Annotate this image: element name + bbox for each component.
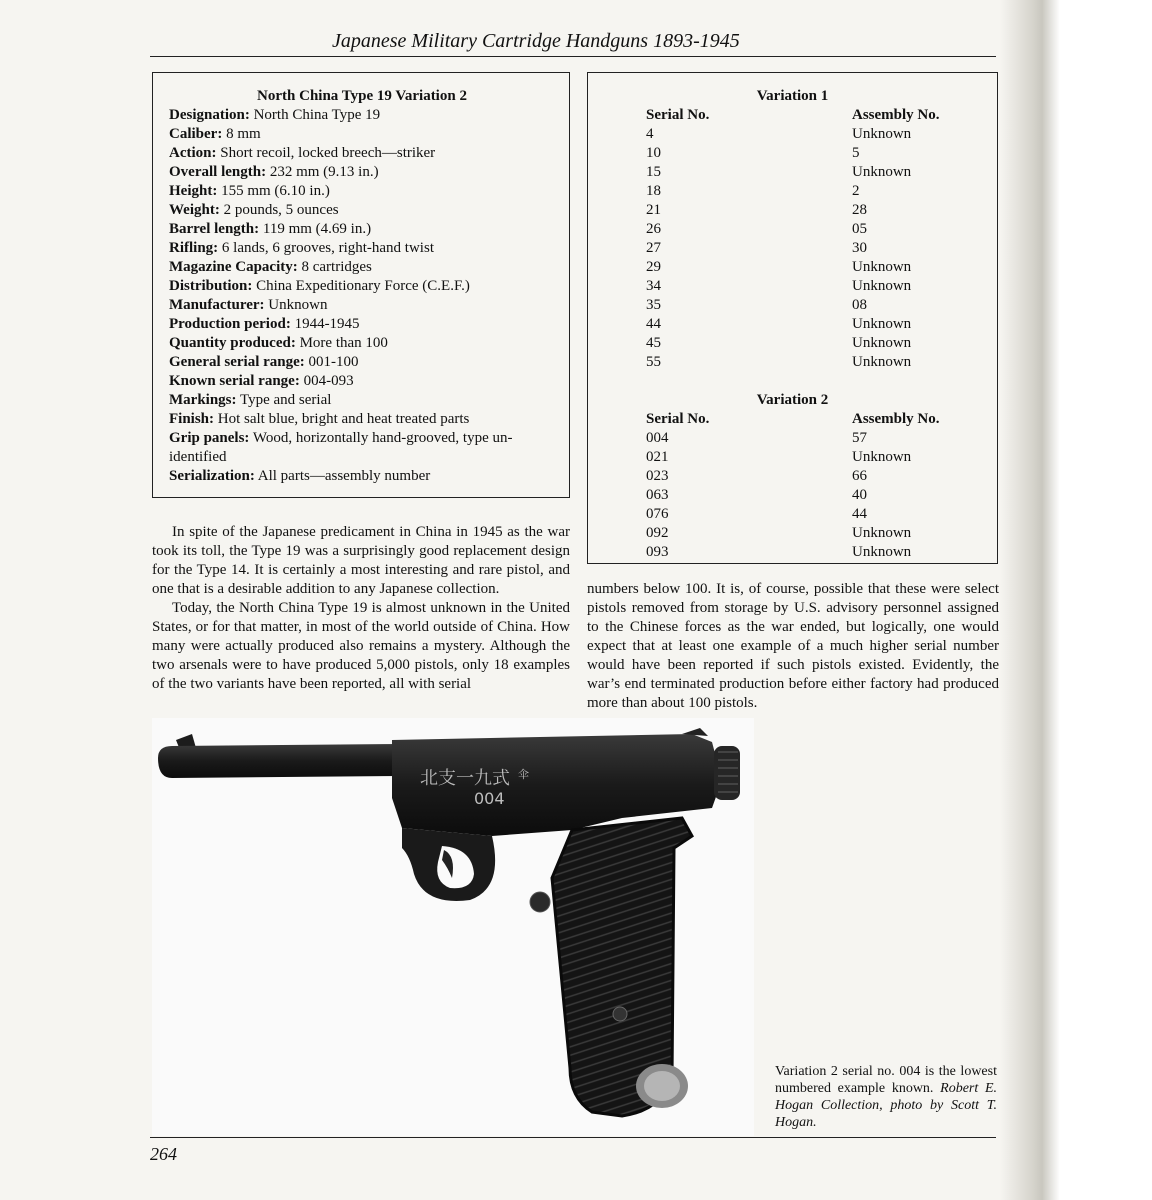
serial-cell: 26 — [646, 221, 661, 237]
assembly-cell: 40 — [852, 487, 867, 503]
spec-row — [169, 201, 555, 220]
assembly-cell: 28 — [852, 202, 867, 218]
arsenal-mark-text: 伞 — [518, 768, 529, 781]
table-row — [602, 448, 983, 467]
table-row — [602, 429, 983, 448]
spec-label: Weight: — [169, 202, 220, 218]
variation-2-rows — [602, 429, 983, 562]
serial-cell: 35 — [646, 297, 661, 313]
spec-row — [169, 106, 555, 125]
spec-row — [169, 258, 555, 277]
serial-cell: 34 — [646, 278, 661, 294]
variation-2-header — [602, 410, 983, 429]
table-row — [602, 277, 983, 296]
assembly-cell: 57 — [852, 430, 867, 446]
spec-row — [169, 163, 555, 182]
paragraph-3: numbers below 100. It is, of course, possible that these were select pistols removed from storage by U.S. advisory personnel assigned to the Chinese forces as the war ended, but logically, one would expect that at least one example of a much higher serial number would have been reported if such pistols existed. Evidently, the war’s end terminated production before either factory had produced more than about 100 pistols. — [587, 581, 999, 711]
spec-row — [169, 239, 555, 258]
spec-row — [169, 410, 555, 429]
footer-rule — [150, 1137, 996, 1138]
type-marking-text: 北支一九式 — [420, 768, 510, 789]
serial-cell: 4 — [646, 126, 654, 142]
spec-value: 232 mm (9.13 in.) — [266, 164, 379, 180]
assembly-cell: Unknown — [852, 164, 912, 180]
spec-row — [169, 429, 555, 467]
serial-header: Serial No. — [646, 411, 710, 427]
caption-text: Variation 2 serial no. 004 is the lowest numbered example known. — [775, 1064, 997, 1096]
assembly-cell: 5 — [852, 145, 860, 161]
spec-rows — [169, 106, 555, 486]
table-row — [602, 220, 983, 239]
spec-label: Height: — [169, 183, 218, 199]
spec-label: Finish: — [169, 411, 215, 427]
table-row — [602, 182, 983, 201]
caption-credit: Robert E. Hogan Collection, photo by Scott T. Hogan. — [775, 1081, 998, 1130]
page-gutter-shadow — [1000, 0, 1060, 1200]
serial-cell: 18 — [646, 183, 661, 199]
table-row — [602, 201, 983, 220]
spec-label: Action: — [169, 145, 217, 161]
serial-marking-text: 004 — [474, 789, 505, 808]
assembly-cell: Unknown — [852, 525, 912, 541]
spec-value: Type and serial — [236, 392, 332, 408]
assembly-cell: 08 — [852, 297, 867, 313]
spec-value: 004-093 — [299, 373, 354, 389]
assembly-header: Assembly No. — [852, 411, 940, 427]
assembly-cell: Unknown — [852, 278, 912, 294]
spec-label: Barrel length: — [169, 221, 260, 237]
table-row — [602, 486, 983, 505]
spec-value: All parts—assembly number — [254, 468, 431, 484]
table-row — [602, 543, 983, 562]
spec-row — [169, 372, 555, 391]
assembly-header: Assembly No. — [852, 107, 940, 123]
page-number: 264 — [150, 1144, 177, 1164]
spec-row — [169, 353, 555, 372]
assembly-cell: Unknown — [852, 449, 912, 465]
variation-1-header — [602, 106, 983, 125]
table-row — [602, 315, 983, 334]
body-column-left — [152, 523, 570, 694]
spec-row — [169, 315, 555, 334]
photo-caption — [775, 1063, 997, 1131]
table-row — [602, 353, 983, 372]
serial-header: Serial No. — [646, 107, 710, 123]
spec-row — [169, 334, 555, 353]
spec-label: Manufacturer: — [169, 297, 265, 313]
spec-value: 2 pounds, 5 ounces — [219, 202, 339, 218]
spec-label: Serialization: — [169, 468, 255, 484]
table-row — [602, 524, 983, 543]
serial-cell: 44 — [646, 316, 661, 332]
spec-value: Hot salt blue, bright and heat treated parts — [214, 411, 470, 427]
spec-value: 8 cartridges — [297, 259, 372, 275]
serial-cell: 021 — [646, 449, 669, 465]
variation-1-rows — [602, 125, 983, 372]
spec-value: 119 mm (4.69 in.) — [259, 221, 372, 237]
variation-1-title: Variation 1 — [756, 88, 829, 104]
spec-value: 001-100 — [304, 354, 359, 370]
running-head: Japanese Military Cartridge Handguns 1893-1945 — [332, 30, 740, 52]
spec-value: Wood, horizontally hand-grooved, type un-identified — [169, 430, 513, 465]
serial-cell: 10 — [646, 145, 661, 161]
paragraph-1: In spite of the Japanese predicament in China in 1945 as the war took its toll, the Type 19 was a surprisingly good replacement design for the Type 14. It is certainly a most interesting and rare pistol, and one that is a desirable addition to any Japanese collection. — [152, 524, 570, 597]
serial-cell: 076 — [646, 506, 669, 522]
spec-box — [152, 72, 570, 498]
assembly-cell: Unknown — [852, 544, 912, 560]
serial-cell: 15 — [646, 164, 661, 180]
serial-cell: 093 — [646, 544, 669, 560]
assembly-cell: 66 — [852, 468, 867, 484]
spec-label: Rifling: — [169, 240, 219, 256]
assembly-cell: 44 — [852, 506, 867, 522]
spec-label: Magazine Capacity: — [169, 259, 298, 275]
serial-cell: 092 — [646, 525, 669, 541]
spec-row — [169, 220, 555, 239]
spec-label: General serial range: — [169, 354, 305, 370]
assembly-cell: 05 — [852, 221, 867, 237]
table-row — [602, 163, 983, 182]
spec-label: Markings: — [169, 392, 237, 408]
assembly-cell: Unknown — [852, 126, 912, 142]
spec-value: 8 mm — [222, 126, 261, 142]
spec-value: More than 100 — [295, 335, 388, 351]
serial-cell: 063 — [646, 487, 669, 503]
spec-row — [169, 391, 555, 410]
table-row — [602, 125, 983, 144]
serial-cell: 55 — [646, 354, 661, 370]
table-row — [602, 239, 983, 258]
assembly-cell: Unknown — [852, 335, 912, 351]
spec-label: Production period: — [169, 316, 291, 332]
table-row — [602, 334, 983, 353]
spec-value: Short recoil, locked breech—striker — [216, 145, 436, 161]
spec-box-title: North China Type 19 Variation 2 — [257, 88, 467, 104]
serial-cell: 21 — [646, 202, 661, 218]
spec-label: Quantity produced: — [169, 335, 296, 351]
spec-label: Known serial range: — [169, 373, 300, 389]
spec-row — [169, 125, 555, 144]
assembly-cell: Unknown — [852, 316, 912, 332]
variations-box — [587, 72, 998, 564]
spec-value: North China Type 19 — [249, 107, 381, 123]
paragraph-2: Today, the North China Type 19 is almost unknown in the United States, or for that matter, in most of the world outside of China. How many were actually produced also remains a mystery. Although the two arsenals were to have produced 5,000 pistols, only 18 examples of the two variants have been reported, all with serial — [152, 600, 570, 692]
spec-row — [169, 277, 555, 296]
serial-cell: 023 — [646, 468, 669, 484]
spec-row — [169, 182, 555, 201]
spec-row — [169, 296, 555, 315]
spec-row — [169, 144, 555, 163]
spec-label: Overall length: — [169, 164, 267, 180]
variation-2-title: Variation 2 — [756, 392, 829, 408]
spec-row — [169, 467, 555, 486]
header-rule — [150, 56, 996, 57]
spec-value: 6 lands, 6 grooves, right-hand twist — [218, 240, 434, 256]
serial-cell: 29 — [646, 259, 661, 275]
assembly-cell: 30 — [852, 240, 867, 256]
pistol-illustration — [152, 718, 754, 1136]
serial-cell: 27 — [646, 240, 661, 256]
spec-value: Unknown — [264, 297, 328, 313]
spec-value: 155 mm (6.10 in.) — [217, 183, 330, 199]
spec-label: Caliber: — [169, 126, 223, 142]
assembly-cell: Unknown — [852, 259, 912, 275]
body-column-right — [587, 580, 999, 713]
table-row — [602, 144, 983, 163]
spec-value: China Expeditionary Force (C.E.F.) — [252, 278, 470, 294]
spec-label: Distribution: — [169, 278, 253, 294]
serial-cell: 45 — [646, 335, 661, 351]
pistol-photo — [152, 718, 754, 1136]
assembly-cell: 2 — [852, 183, 860, 199]
assembly-cell: Unknown — [852, 354, 912, 370]
spec-value: 1944-1945 — [290, 316, 360, 332]
table-row — [602, 467, 983, 486]
spec-label: Grip panels: — [169, 430, 250, 446]
table-row — [602, 258, 983, 277]
spec-label: Designation: — [169, 107, 250, 123]
serial-cell: 004 — [646, 430, 669, 446]
table-row — [602, 505, 983, 524]
table-row — [602, 296, 983, 315]
